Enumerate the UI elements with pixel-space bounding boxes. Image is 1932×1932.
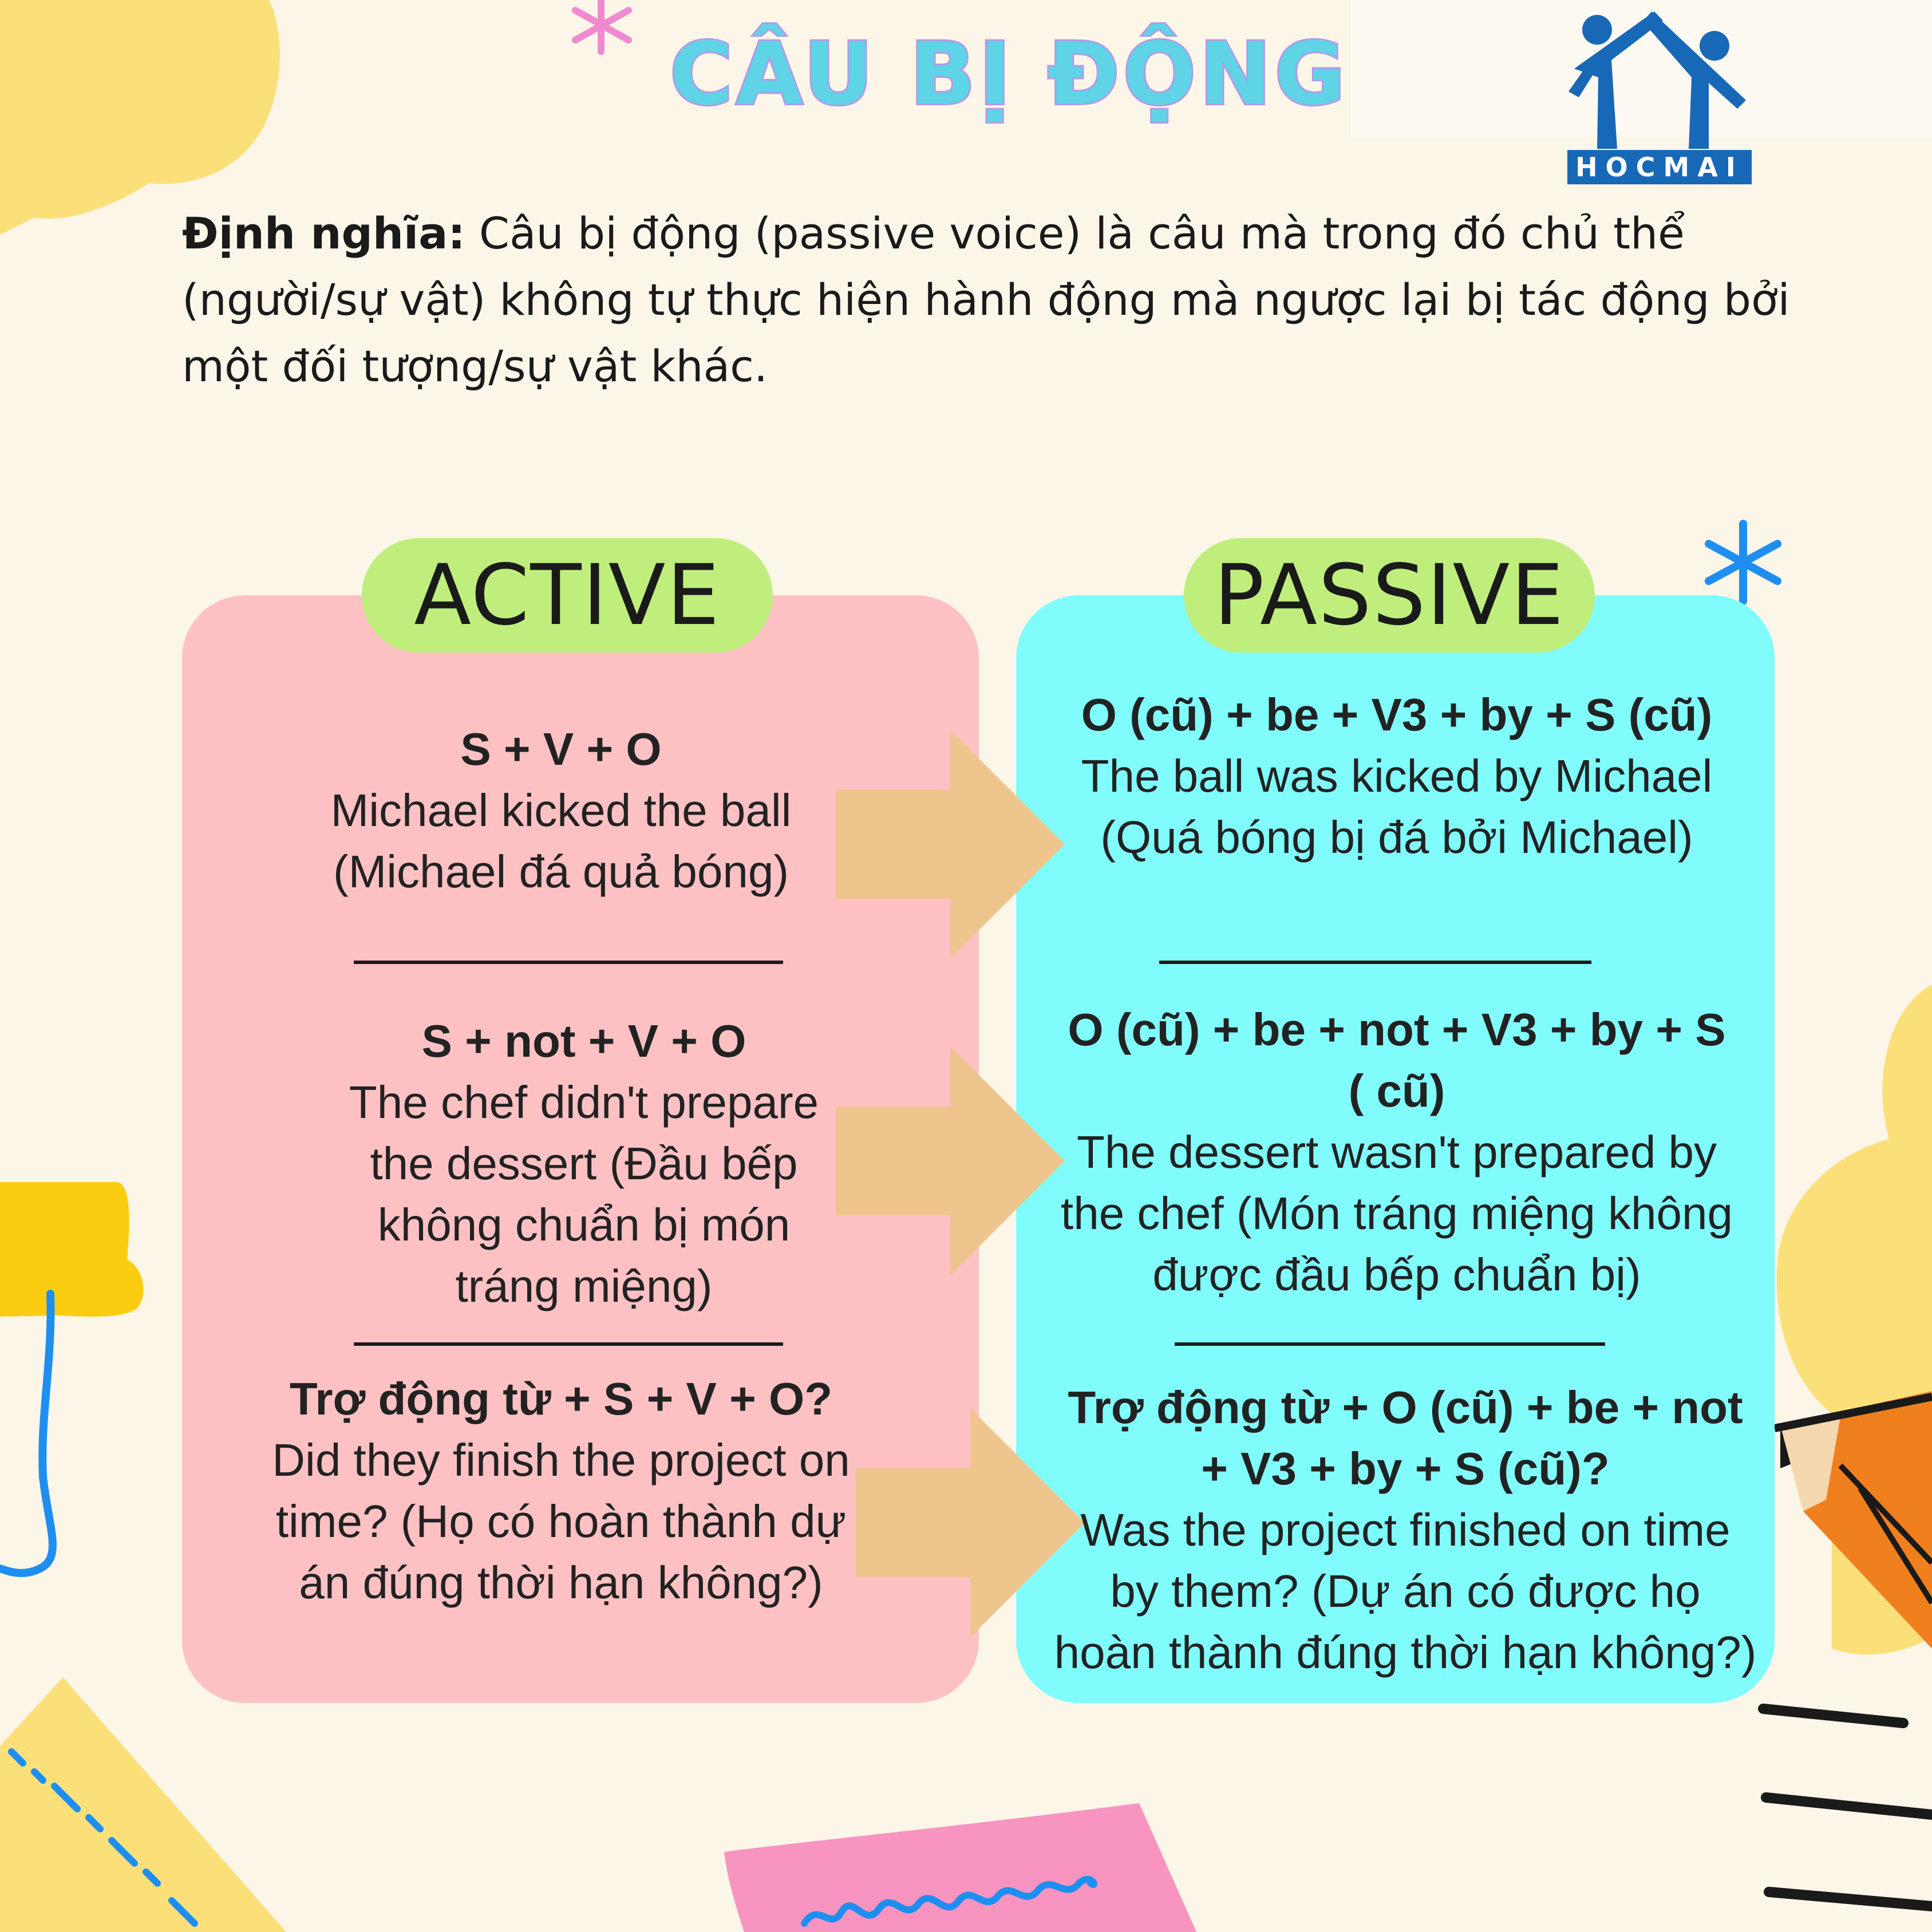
- yellow-cloud-top-left: [0, 0, 280, 235]
- active-row: [326, 1010, 841, 1317]
- pink-note: [724, 1803, 1196, 1932]
- passive-formula: O (cũ) + be + not + V3 + by + S ( cũ): [1068, 1004, 1726, 1116]
- passive-row: [1059, 999, 1735, 1305]
- yellow-ruler: [0, 1677, 286, 1932]
- arrow-right-icon: [856, 1408, 1085, 1637]
- active-example: Michael kicked the ball (Michael đá quả bóng): [330, 785, 792, 897]
- active-heading: ACTIVE: [362, 538, 773, 653]
- arrow-right-icon: [836, 730, 1065, 959]
- logo-text: HOCMAI: [1567, 150, 1752, 184]
- active-row: [309, 718, 813, 902]
- blue-sparkle-icon: [1709, 524, 1777, 601]
- passive-formula: Trợ động từ + O (cũ) + be + not + V3 + by + S (cũ)?: [1068, 1382, 1743, 1494]
- passive-example: The dessert wasn't prepared by the chef (Món tráng miệng không được đầu bếp chuẩn bị): [1060, 1127, 1733, 1300]
- passive-formula: O (cũ) + be + V3 + by + S (cũ): [1081, 689, 1713, 740]
- separator: [354, 961, 783, 964]
- active-formula: S + not + V + O: [421, 1016, 746, 1066]
- separator: [1159, 961, 1591, 964]
- separator: [354, 1342, 783, 1346]
- passive-heading: PASSIVE: [1184, 538, 1595, 653]
- yellow-clip-left: [0, 1182, 143, 1317]
- definition-label: Định nghĩa:: [182, 208, 465, 259]
- separator: [1175, 1342, 1605, 1346]
- definition-text: Câu bị động (passive voice) là câu mà trong đó chủ thể (người/sự vật) không tự thực hiện hành động mà ngược lại bị tác động bởi một đối tượng/sự vật khác.: [182, 208, 1790, 392]
- pink-sparkle-icon: [575, 0, 629, 52]
- passive-row: [1053, 1377, 1757, 1683]
- arrow-right-icon: [836, 1046, 1065, 1275]
- active-formula: S + V + O: [460, 724, 662, 775]
- active-example: The chef didn't prepare the dessert (Đầu bếp không chuẩn bị món tráng miệng): [349, 1077, 819, 1311]
- passive-example: Was the project finished on time by them? (Dự án có được họ hoàn thành đúng thời hạn không?): [1054, 1504, 1757, 1678]
- black-strokes: [1763, 1709, 1932, 1906]
- active-example: Did they finish the project on time? (Họ có hoàn thành dự án đúng thời hạn không?): [272, 1435, 850, 1608]
- active-row: [252, 1368, 870, 1613]
- passive-row: [1059, 684, 1735, 868]
- definition-paragraph: [182, 200, 1871, 400]
- page-title: CÂU BỊ ĐỘNG: [670, 25, 1349, 124]
- active-formula: Trợ động từ + S + V + O?: [289, 1373, 833, 1424]
- passive-example: The ball was kicked by Michael (Quá bóng bị đá bởi Michael): [1081, 750, 1713, 863]
- blue-string: [0, 1294, 53, 1573]
